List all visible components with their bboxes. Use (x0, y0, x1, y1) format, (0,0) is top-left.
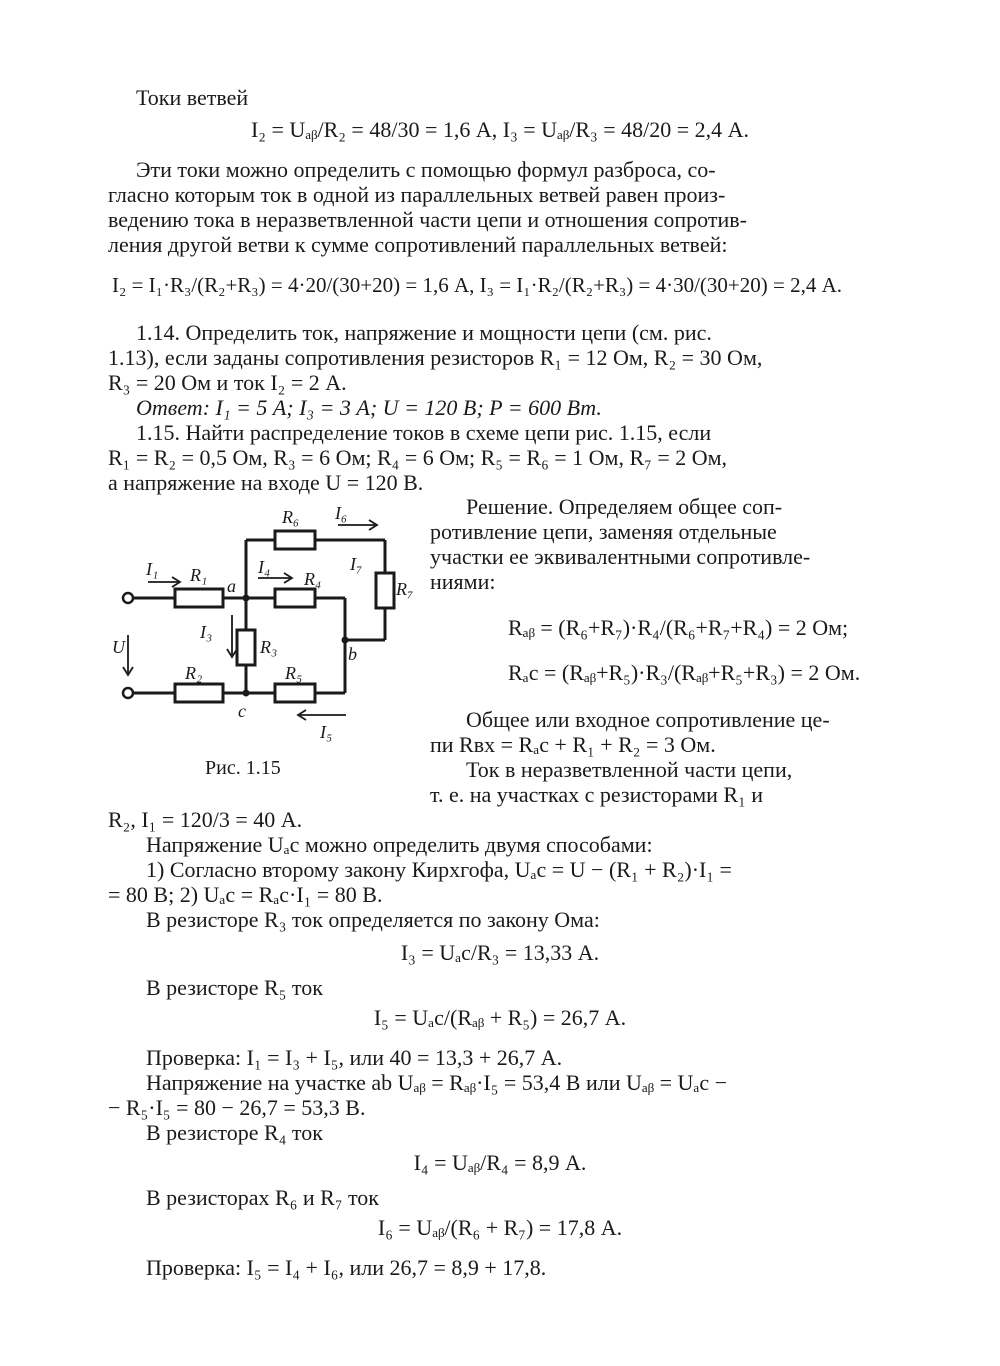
label-u: U (112, 637, 125, 657)
check-line: Проверка: I₅ = I₄ + I₆, или 26,7 = 8,9 + 17,8. (146, 1255, 547, 1280)
label-i6: I₆ (335, 503, 348, 523)
text-line: участки ее эквивалентными сопротивле- (430, 544, 811, 569)
label-r2: R₂ (185, 663, 203, 683)
text-line: ниями: (430, 569, 496, 594)
text-line: т. е. на участках с резисторами R₁ и (430, 782, 764, 807)
label-r4: R₄ (304, 569, 322, 589)
formula-line: I₅ = Uₐc/(Rₐᵦ + R₅) = 26,7 А. (373, 1005, 627, 1030)
label-r5: R₅ (285, 663, 303, 683)
label-i4: I₄ (258, 557, 271, 577)
formula-line: I₃ = Uₐc/R₃ = 13,33 А. (400, 940, 600, 965)
text-line: R₂, I₁ = 120/3 = 40 А. (108, 807, 303, 832)
resistor-r6 (275, 531, 315, 549)
answer-line: Ответ: I₁ = 5 А; I₃ = 3 А; U = 120 В; P = 600 Вт. (136, 395, 602, 420)
label-i5: I₅ (320, 722, 333, 742)
text-line: Общее или входное сопротивление це- (466, 707, 830, 732)
text-line: Напряжение на участке ab Uₐᵦ = Rₐᵦ·I₅ = 53,4 В или Uₐᵦ = Uₐc − (146, 1070, 728, 1095)
resistor-r3 (237, 630, 255, 665)
resistor-r1 (175, 589, 223, 607)
text-line: ротивление цепи, заменяя отдельные (430, 519, 777, 544)
resistor-r5 (275, 684, 315, 702)
label-b: b (348, 644, 357, 664)
formula-line: Rₐᵦ = (R₆+R₇)·R₄/(R₆+R₇+R₄) = 2 Ом; (508, 615, 849, 640)
node-b (342, 637, 349, 644)
formula-line: Rₐc = (Rₐᵦ+R₅)·R₃/(Rₐᵦ+R₅+R₃) = 2 Ом. (508, 660, 861, 685)
formula-line: I₂ = I₁·R₃/(R₂+R₃) = 4·20/(30+20) = 1,6 А, I₃ = I₁·R₂/(R₂+R₃) = 4·30/(30+20) = 2,4 А. (112, 273, 842, 297)
text-line: гласно которым ток в одной из параллельных ветвей равен произ- (108, 182, 726, 207)
formula-line: I₆ = Uₐᵦ/(R₆ + R₇) = 17,8 А. (377, 1215, 623, 1240)
text-line: = 80 В; 2) Uₐc = Rₐc·I₁ = 80 В. (108, 882, 383, 907)
text-line: Напряжение Uₐc можно определить двумя способами: (146, 832, 653, 857)
text-line: Ток в неразветвленной части цепи, (466, 757, 793, 782)
text-line: R₁ = R₂ = 0,5 Ом, R₃ = 6 Ом; R₄ = 6 Ом; R₅ = R₆ = 1 Ом, R₇ = 2 Ом, (108, 445, 728, 470)
text-line: 1.13), если заданы сопротивления резисторов R₁ = 12 Ом, R₂ = 30 Ом, (108, 345, 763, 370)
text-line: 1) Согласно второму закону Кирхгофа, Uₐc = U − (R₁ + R₂)·I₁ = (146, 857, 732, 882)
terminal-top (123, 593, 133, 603)
text-line: ведению тока в неразветвленной части цепи и отношения сопротив- (108, 207, 747, 232)
text-line: Токи ветвей (136, 85, 249, 110)
formula-line: I₂ = Uₐᵦ/R₂ = 48/30 = 1,6 А, I₃ = Uₐᵦ/R₃ = 48/20 = 2,4 А. (250, 117, 750, 142)
label-c: c (238, 701, 246, 721)
label-r7: R₇ (396, 579, 414, 599)
resistor-r4 (275, 589, 315, 607)
text-line: 1.14. Определить ток, напряжение и мощности цепи (см. рис. (136, 320, 712, 345)
label-r3: R₃ (260, 637, 278, 657)
terminal-bottom (123, 688, 133, 698)
resistor-r2 (175, 684, 223, 702)
text-line: Эти токи можно определить с помощью формул разброса, со- (136, 157, 716, 182)
formula-line: I₄ = Uₐᵦ/R₄ = 8,9 А. (413, 1150, 587, 1175)
node-a (243, 595, 250, 602)
check-line: Проверка: I₁ = I₃ + I₅, или 40 = 13,3 + 26,7 А. (146, 1045, 563, 1070)
text-line: пи Rвх = Rₐc + R₁ + R₂ = 3 Ом. (430, 732, 716, 757)
node-c (243, 690, 250, 697)
text-line: В резисторе R₅ ток (146, 975, 323, 1000)
label-r1: R₁ (190, 565, 208, 585)
text-line: ления другой ветви к сумме сопротивлений параллельных ветвей: (108, 232, 728, 257)
figure-caption: Рис. 1.15 (205, 757, 281, 779)
text-line: а напряжение на входе U = 120 В. (108, 470, 424, 495)
label-r6: R₆ (282, 507, 300, 527)
circuit-diagram (110, 495, 425, 750)
text-line: В резисторе R₄ ток (146, 1120, 323, 1145)
label-i3: I₃ (200, 622, 213, 642)
text-line: В резисторе R₃ ток определяется по закону Ома: (146, 907, 600, 932)
text-line: − R₅·I₅ = 80 − 26,7 = 53,3 В. (108, 1095, 366, 1120)
text-line: В резисторах R₆ и R₇ ток (146, 1185, 379, 1210)
resistor-r7 (376, 573, 394, 608)
label-i7: I₇ (350, 554, 363, 574)
text-line: Решение. Определяем общее соп- (466, 494, 783, 519)
label-a: a (227, 576, 236, 596)
text-line: R₃ = 20 Ом и ток I₂ = 2 А. (108, 370, 347, 395)
label-i1: I₁ (146, 559, 159, 579)
text-line: 1.15. Найти распределение токов в схеме цепи рис. 1.15, если (136, 420, 712, 445)
